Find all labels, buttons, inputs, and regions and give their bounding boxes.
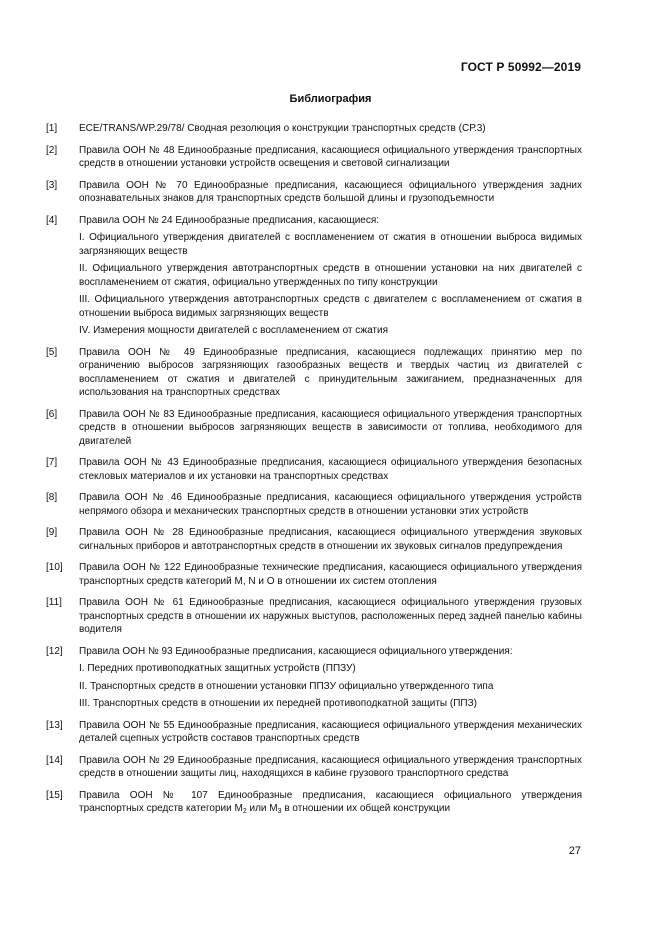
- bibliography-entry: [0, 719, 661, 746]
- bibliography-entry: [0, 214, 661, 338]
- entry-text: Правила ООН № 61 Единообразные предписания, касающиеся официального утверждения грузовых транспортных средств в отношении их наружных выступов, расположенных перед задней панелью кабины водителя: [79, 597, 582, 635]
- bibliography-list: [0, 122, 661, 824]
- entry-number: [8]: [46, 492, 58, 503]
- bibliography-entry: [0, 456, 661, 483]
- entry-number: [1]: [46, 123, 58, 134]
- entry-text: Правила ООН № 93 Единообразные предписания, касающиеся официального утверждения:: [79, 645, 513, 657]
- entry-subitem: II. Транспортных средств в отношении установки ППЗУ официально утвержденного типа: [79, 680, 494, 692]
- entry-number: [3]: [46, 179, 58, 191]
- entry-text: Правила ООН № 83 Единообразные предписания, касающиеся официального утверждения транспортных средств в отношении выбросов загрязняющих веществ в зависимости от топлива, необходимого для двигателей: [79, 408, 582, 447]
- entry-text: Правила ООН № 28 Единообразные предписания, касающиеся официального утверждения звуковых сигнальных приборов и автотранспортных средств в отношении их звуковых сигналов предупреждения: [79, 527, 582, 552]
- bibliography-entry: [0, 179, 661, 206]
- entry-text: Правила ООН № 24 Единообразные предписания, касающиеся:: [79, 214, 380, 226]
- entry-number: [5]: [46, 346, 58, 358]
- entry-text: Правила ООН № 70 Единообразные предписания, касающиеся официального утверждения задних опознавательных знаков для транспортных средств большой длины и грузоподъемности: [79, 179, 582, 204]
- page-title: Библиография: [289, 93, 372, 105]
- bibliography-entry: [0, 346, 661, 400]
- entry-subitem: III. Официального утверждения автотранспортных средств с двигателем с воспламенением от сжатия в отношении выброса видимых загрязняющих веществ: [79, 294, 582, 319]
- entry-text: Правила ООН № 49 Единообразные предписания, касающиеся подлежащих принятию мер по ограничению выбросов загрязняющих газообразных веществ и твердых частиц из двигателей с воспламенением от сжатия и двигателей с принудительным зажиганием, предназначенных для использования на транспортных средствах: [79, 346, 582, 398]
- entry-number: [15]: [46, 789, 63, 801]
- entry-number: [4]: [46, 214, 58, 226]
- entry-number: [12]: [46, 645, 63, 657]
- entry-number: [7]: [46, 457, 58, 468]
- bibliography-entry: [0, 122, 661, 136]
- bibliography-entry: [0, 754, 661, 781]
- entry-text: Правила ООН № 29 Единообразные предписания, касающиеся официального утверждения транспортных средств в отношении защиты лиц, находящихся в кабине грузового транспортного средства: [79, 754, 582, 779]
- entry-subitem: I. Официального утверждения двигателей с воспламенением от сжатия в отношении выброса видимых загрязняющих веществ: [79, 232, 582, 257]
- entry-text: ECE/TRANS/WP.29/78/ Сводная резолюция о конструкции транспортных средств (СР.3): [79, 123, 486, 134]
- entry-subitem: II. Официального утверждения автотранспортных средств в отношении установки на них двигателей с воспламенением от сжатия, официально утвержденных по типу конструкции: [79, 263, 582, 288]
- entry-number: [2]: [46, 144, 58, 156]
- bibliography-entry: [0, 645, 661, 711]
- entry-text: Правила ООН № 46 Единообразные предписания, касающиеся официального утверждения устройств непрямого обзора и механических транспортных средств в отношении установки этих устройств: [79, 492, 582, 517]
- entry-subitem: IV. Измерения мощности двигателей с воспламенением от сжатия: [79, 325, 388, 336]
- entry-text: Правила ООН № 55 Единообразные предписания, касающиеся официального утверждения механических деталей сцепных устройств составов транспортных средств: [79, 719, 582, 744]
- entry-text: Правила ООН № 122 Единообразные технические предписания, касающиеся официального утверждения транспортных средств категорий М, N и О в отношении их систем отопления: [79, 562, 582, 587]
- bibliography-entry: [0, 561, 661, 588]
- entry-number: [14]: [46, 754, 63, 766]
- bibliography-entry: [0, 789, 661, 816]
- entry-text: Правила ООН № 48 Единообразные предписания, касающиеся официального утверждения транспортных средств в отношении установки устройств освещения и световой сигнализации: [79, 144, 582, 169]
- bibliography-entry: [0, 144, 661, 171]
- bibliography-entry: [0, 526, 661, 553]
- bibliography-entry: [0, 491, 661, 518]
- entry-number: [9]: [46, 527, 58, 538]
- entry-text: Правила ООН № 43 Единообразные предписания, касающиеся официального утверждения безопасных стекловых материалов и их установки на транспортных средствах: [79, 457, 582, 482]
- standard-code: ГОСТ Р 50992—2019: [460, 60, 581, 74]
- entry-number: [13]: [46, 719, 63, 731]
- entry-subitem: I. Передних противоподкатных защитных устройств (ППЗУ): [79, 663, 356, 674]
- page-number: 27: [568, 845, 581, 857]
- entry-text: Правила ООН № 107 Единообразные предписания, касающиеся официального утверждения транспортных средств категории $М_2$ или $М_3$ в отношении их общей конструкции: [79, 789, 582, 815]
- entry-number: [6]: [46, 408, 58, 420]
- bibliography-entry: [0, 408, 661, 449]
- entry-number: [11]: [46, 597, 62, 608]
- bibliography-entry: [0, 596, 661, 637]
- entry-number: [10]: [46, 562, 63, 573]
- entry-subitem: III. Транспортных средств в отношении их передней противоподкатной защиты (ППЗ): [79, 698, 477, 709]
